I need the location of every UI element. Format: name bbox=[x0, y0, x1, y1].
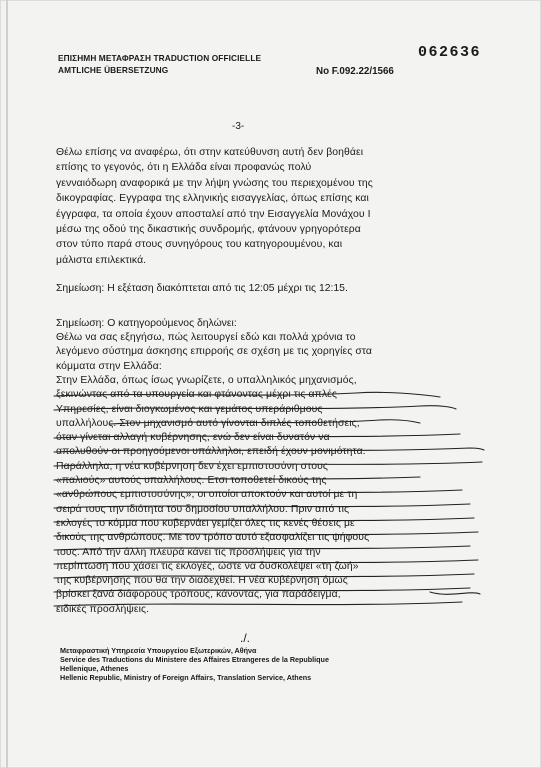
paragraph-1-line: γενναιόδωρη αναφορικά με την λήψη γνώσης του περιεχομένου της bbox=[56, 177, 373, 189]
paragraph-2-line: Υπηρεσίες, είναι διογκωμένος και γεμάτος υπεράριθμους bbox=[56, 403, 323, 415]
paragraph-1-line: στον τύπο παρά στους συνηγόρους του κατηγορουμένου, και bbox=[56, 239, 343, 251]
footer-line-3: Hellenique, Athenes bbox=[60, 664, 129, 673]
paragraph-2-line: εκλογές το κόμμα που κυβερνάει γεμίζει όλες τις κενές θέσεις με bbox=[56, 517, 355, 529]
paragraph-2-line: απολυθούν οι προηγούμενοι υπάλληλοι, επειδή έχουν μονιμότητα. bbox=[56, 446, 366, 458]
page-number: -3- bbox=[232, 121, 245, 132]
translation-header bbox=[58, 52, 261, 76]
serial-number: 062636 bbox=[418, 44, 482, 61]
header-line-1: ΕΠΙΣΗΜΗ ΜΕΤΑΦΡΑΣΗ TRADUCTION OFFICIELLE bbox=[58, 53, 262, 63]
paragraph-2-line: υπαλλήλους. Στον μηχανισμό αυτό γίνονται διπλές τοποθετήσεις, bbox=[56, 417, 360, 429]
paragraph-2-line: Παράλληλα, η νέα κυβέρνηση δεν έχει εμπιστοσύνη στους bbox=[56, 460, 329, 472]
note-statement: Σημείωση: Ο κατηγορούμενος δηλώνει: bbox=[56, 318, 237, 329]
paragraph-2-line: τους. Από την άλλη πλευρά κάνει τις προσλήψεις για την bbox=[56, 546, 321, 558]
footer-line-2: Service des Traductions du Ministere des Affaires Etrangeres de la Republique bbox=[60, 655, 329, 664]
paragraph-2-line: ξεκινώντας από τα υπουργεία και φτάνοντας μέχρι τις απλές bbox=[56, 389, 337, 401]
footer-line-4: Hellenic Republic, Ministry of Foreign Affairs, Translation Service, Athens bbox=[60, 673, 312, 682]
paragraph-2-line: Θέλω να σας εξηγήσω, πώς λειτουργεί εδώ και πολλά χρόνια το bbox=[56, 332, 356, 343]
continuation-mark: ./. bbox=[240, 631, 251, 645]
paragraph-1-line: μάλιστα επιλεκτικά. bbox=[56, 254, 147, 266]
header-line-2: AMTLICHE ÜBERSETZUNG bbox=[58, 65, 169, 75]
paragraph-2-line: της κυβέρνησης που θα την διαδεχθεί. Η νέα κυβέρνηση όμως bbox=[56, 575, 348, 587]
paragraph-2-line: «ανθρώπους εμπιστοσύνης», οι οποίοι αποκτούν και αυτοί με τη bbox=[56, 489, 358, 501]
paragraph-2-line: όταν γίνεται αλλαγή κυβέρνησης, ενώ δεν είναι δυνατόν να bbox=[56, 432, 330, 444]
paragraph-2-line: Στην Ελλάδα, όπως ίσως γνωρίζετε, ο υπαλληλικός μηχανισμός, bbox=[56, 374, 357, 386]
paragraph-1-line: έγγραφα, τα οποία έχουν αποσταλεί από την Εισαγγελία Μονάχου Ι bbox=[56, 208, 371, 220]
paragraph-2-line: λεγόμενο σύστημα άσκησης επιρροής σε σχέση με τις χορηγίες στα bbox=[56, 346, 372, 358]
paragraph-2-line: «παλιούς» αυτούς υπαλλήλους. Ετσι τοποθετεί δικούς της bbox=[56, 475, 327, 486]
reference-number: No F.092.22/1566 bbox=[316, 66, 394, 77]
paragraph-2-line: ειδικές προσλήψεις. bbox=[56, 603, 150, 615]
note-interruption: Σημείωση: Η εξέταση διακόπτεται από τις 12:05 μέχρι τις 12:15. bbox=[56, 283, 348, 294]
paragraph-2-line: κόμματα στην Ελλάδα: bbox=[56, 360, 162, 372]
paragraph-2-line: περίπτωση που χάσει τις εκλογές, ώστε να δυσκολέψει «τη ζωή» bbox=[56, 560, 359, 572]
paragraph-1-line: δικογραφίας. Εγγραφα της ελληνικής εισαγγελίας, όπως επίσης και bbox=[56, 193, 369, 205]
footer-line-1: Μεταφραστική Υπηρεσία Υπουργείου Εξωτερικών, Αθήνα bbox=[60, 646, 257, 655]
paragraph-2-line: βρίσκει ξανά διάφορους τρόπους, κάνοντας, για παράδειγμα, bbox=[56, 589, 341, 601]
paragraph-1-line: Θέλω επίσης να αναφέρω, ότι στην κατεύθυνση αυτή δεν βοηθάει bbox=[56, 147, 364, 158]
footer-stamp bbox=[60, 646, 329, 682]
paragraph-2-line: σειρά τους την ιδιότητα του δημοσίου υπαλλήλου. Πριν από τις bbox=[56, 503, 350, 515]
paragraph-2-line: δικούς της ανθρώπους. Με τον τρόπο αυτό εξασφαλίζει τις ψήφους bbox=[56, 532, 370, 544]
paragraph-1-line: επίσης το γεγονός, ότι η Ελλάδα είναι προφανώς πολύ bbox=[56, 162, 312, 174]
paragraph-1-line: μέσω της οδού της δικαστικής συνδρομής, φτάνουν γρηγορότερα bbox=[56, 224, 361, 235]
scan-edge bbox=[6, 0, 8, 768]
